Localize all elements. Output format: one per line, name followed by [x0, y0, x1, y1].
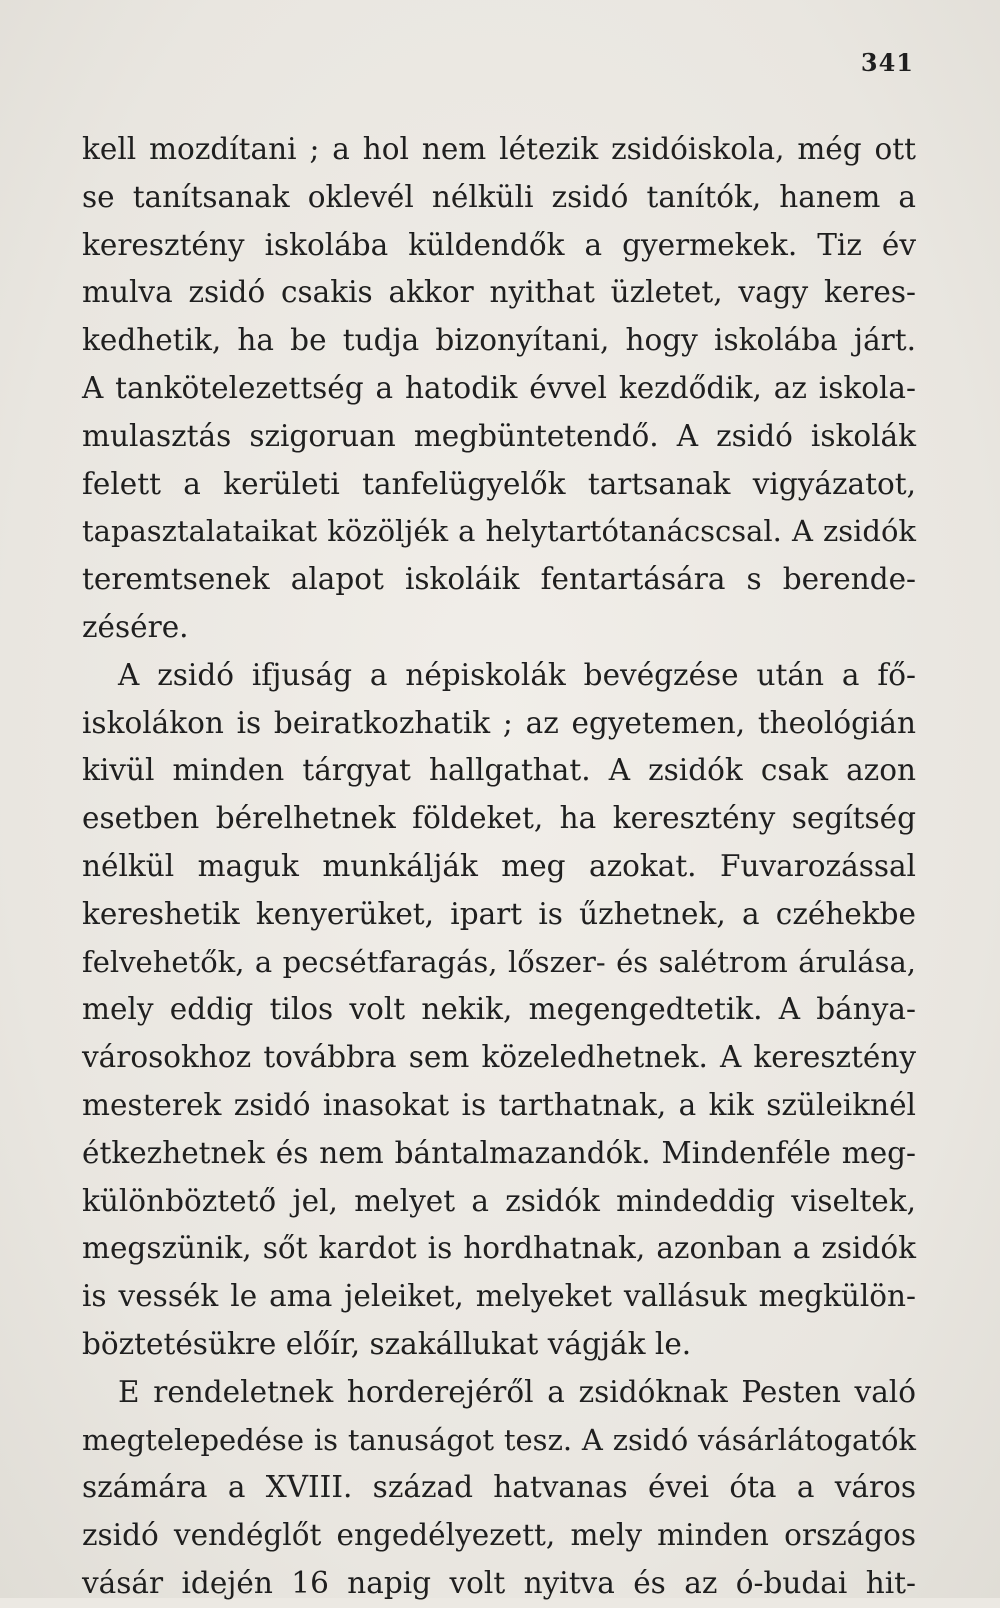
text-line: kedhetik, ha be tudja bizonyítani, hogy iskolába járt.: [82, 323, 916, 358]
text-line: városokhoz továbbra sem közeledhetnek. A keresztény: [82, 1040, 916, 1075]
text-line: mesterek zsidó inasokat is tarthatnak, a kik szüleiknél: [82, 1087, 916, 1122]
text-line: kereshetik kenyerüket, ipart is űzhetnek, a czéhekbe: [82, 896, 916, 931]
text-line: kivül minden tárgyat hallgathat. A zsidók csak azon: [82, 753, 916, 788]
body-text: [82, 126, 916, 1608]
text-line: tapasztalataikat közöljék a helytartótanácscsal. A zsidók: [82, 514, 916, 549]
text-line: teremtsenek alapot iskoláik fentartására s berende-: [82, 562, 916, 597]
text-line: megtelepedése is tanuságot tesz. A zsidó vásárlátogatók: [82, 1422, 916, 1457]
text-line: különböztető jel, melyet a zsidók mindeddig viseltek,: [82, 1183, 916, 1218]
text-line: étkezhetnek és nem bántalmazandók. Mindenféle meg-: [82, 1135, 916, 1170]
text-line: iskolákon is beiratkozhatik ; az egyetemen, theológián: [82, 705, 916, 740]
text-line: mely eddig tilos volt nekik, megengedtetik. A bánya-: [82, 992, 916, 1027]
text-line: megszünik, sőt kardot is hordhatnak, azonban a zsidók: [82, 1231, 916, 1266]
text-line: mulva zsidó csakis akkor nyithat üzletet, vagy keres-: [82, 275, 916, 310]
page-number: 341: [860, 48, 914, 77]
text-line: felett a kerületi tanfelügyelők tartsanak vigyázatot,: [82, 466, 916, 501]
text-line: vásár idején 16 napig volt nyitva és az ó-budai hit-: [82, 1565, 916, 1600]
text-line: A zsidó ifjuság a népiskolák bevégzése után a fő-: [118, 657, 916, 692]
text-line: felvehetők, a pecsétfaragás, lőszer- és salétrom árulása,: [82, 944, 916, 979]
text-line: zsidó vendéglőt engedélyezett, mely minden országos: [82, 1518, 916, 1553]
text-line: zésére.: [82, 609, 189, 644]
text-line: se tanítsanak oklevél nélküli zsidó tanítók, hanem a: [82, 179, 916, 214]
text-line: mulasztás szigoruan megbüntetendő. A zsidó iskolák: [82, 418, 916, 453]
text-line: nélkül maguk munkálják meg azokat. Fuvarozással: [82, 848, 916, 883]
text-line: A tankötelezettség a hatodik évvel kezdődik, az iskola-: [82, 370, 916, 405]
text-line: böztetésükre előír, szakállukat vágják le.: [82, 1326, 692, 1361]
text-line: E rendeletnek horderejéről a zsidóknak Pesten való: [118, 1374, 916, 1409]
text-line: keresztény iskolába küldendők a gyermekek. Tiz év: [82, 227, 916, 262]
text-line: esetben bérelhetnek földeket, ha keresztény segítség: [82, 801, 916, 836]
text-line: számára a XVIII. század hatvanas évei óta a város: [82, 1470, 916, 1505]
text-line: kell mozdítani ; a hol nem létezik zsidóiskola, még ott: [82, 132, 916, 166]
text-line: is vessék le ama jeleiket, melyeket vallásuk megkülön-: [82, 1279, 916, 1314]
